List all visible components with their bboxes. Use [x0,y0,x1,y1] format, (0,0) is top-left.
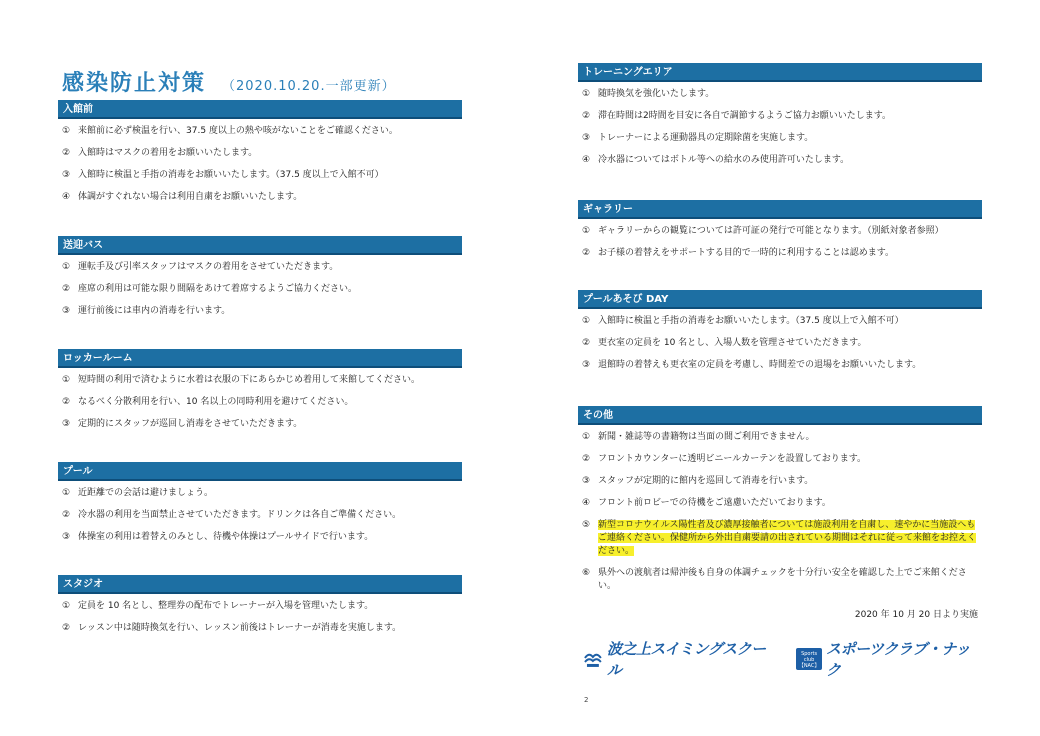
item-text-wrapper [74,191,462,204]
item-text: 更衣室の定員を 10 名とし、入場人数を管理させていただきます。 [598,338,867,348]
logo-bar [583,640,983,679]
list-item [58,487,462,500]
list-item [58,622,462,635]
left-section [58,100,462,213]
right-section [578,290,982,381]
item-number: ③ [62,306,71,316]
list-item [58,396,462,409]
section-heading: トレーニングエリア [578,63,982,82]
list-item [578,431,982,444]
item-text-wrapper [74,261,462,274]
item-number: ③ [62,532,71,542]
item-text-wrapper [594,225,982,238]
item-text: 新聞・雑誌等の書籍物は当面の間ご利用できません。 [598,432,815,442]
item-number: ④ [582,498,591,508]
item-text: 運行前後には車内の消毒を行います。 [78,306,231,316]
item-text-wrapper [594,453,982,466]
item-text: 県外への渡航者は帰沖後も自身の体調チェックを十分行い安全を確認した上でご来館ください。 [598,568,967,591]
item-number: ③ [582,476,591,486]
item-text-wrapper [594,567,982,593]
enforcement-date: 2020 年 10 月 20 日より実施 [854,610,978,620]
item-number: ① [62,375,71,385]
item-number: ① [62,488,71,498]
item-text: 入館時はマスクの着用をお願いいたします。 [78,148,258,158]
list-item [578,337,982,350]
item-number: ② [62,148,71,158]
section-heading: ギャラリー [578,200,982,219]
item-list [58,487,462,544]
left-section [58,575,462,644]
badge-line-2: 【NAC】 [798,663,820,669]
item-text: フロントカウンターに透明ビニールカーテンを設置しております。 [598,454,867,464]
item-text: スタッフが定期的に館内を巡回して消毒を行います。 [598,476,814,486]
left-section [58,236,462,327]
swim-school-name: 波之上スイミングスクール [606,640,766,679]
item-text: 短時間の利用で済むように水着は衣服の下にあらかじめ着用して来館してください。 [78,375,421,385]
item-text: 近距離での会話は避けましょう。 [78,488,214,498]
item-text: 体調がすぐれない場合は利用自粛をお願いいたします。 [78,192,303,202]
item-text: 定員を 10 名とし、整理券の配布でトレーナーが入場を管理いたします。 [78,601,374,611]
item-number: ① [582,316,591,326]
item-number: ① [582,89,591,99]
item-text-wrapper [594,247,982,260]
item-text: 入館時に検温と手指の消毒をお願いいたします。（37.5 度以上で入館不可） [78,170,384,180]
item-text: トレーナーによる運動器具の定期除菌を実施します。 [598,133,814,143]
item-list [578,431,982,593]
item-text-wrapper [594,497,982,510]
list-item [58,418,462,431]
list-item [58,191,462,204]
title-update-note: （2020.10.20.一部更新） [222,79,396,94]
item-number: ② [62,284,71,294]
item-text-wrapper [594,431,982,444]
item-number: ① [62,601,71,611]
item-number: ③ [582,133,591,143]
item-text-wrapper [594,88,982,101]
section-heading: プール [58,462,462,481]
right-section [578,200,982,269]
item-text-wrapper [74,622,462,635]
item-text: 定期的にスタッフが巡回し消毒をさせていただきます。 [78,419,303,429]
list-item [578,475,982,488]
list-item [58,531,462,544]
item-number: ② [582,248,591,258]
wave-logo-icon [583,649,603,669]
item-text: 滞在時間は2時間を目安に各自で調節するようご協力お願いいたします。 [598,111,892,121]
item-text-wrapper [74,147,462,160]
item-text: 座席の利用は可能な限り間隔をあけて着席するようご協力ください。 [78,284,358,294]
section-heading: ロッカールーム [58,349,462,368]
list-item [58,125,462,138]
item-text: 冷水器についてはボトル等への給水のみ使用許可いたします。 [598,155,850,165]
item-text: 随時換気を強化いたします。 [598,89,715,99]
item-text: ギャラリーからの観覧については許可証の発行で可能となります。（別紙対象者参照） [598,226,944,236]
page-title [62,66,396,97]
item-list [58,125,462,204]
item-number: ③ [582,360,591,370]
item-text-wrapper [74,305,462,318]
sports-club-name: スポーツクラブ・ナック [825,640,970,679]
section-heading: 送迎バス [58,236,462,255]
item-number: ③ [62,170,71,180]
item-number: ① [582,432,591,442]
sports-club-logo [796,638,983,680]
section-heading: プールあそび DAY [578,290,982,309]
item-text-wrapper [74,374,462,387]
left-section [58,349,462,440]
item-text: フロント前ロビーでの待機をご遠慮いただいております。 [598,498,831,508]
title-main: 感染防止対策 [62,71,207,96]
item-text-wrapper [74,487,462,500]
item-number: ② [62,397,71,407]
list-item [58,600,462,613]
section-heading: スタジオ [58,575,462,594]
item-text-wrapper [74,600,462,613]
item-number: ① [582,226,591,236]
item-number: ② [62,510,71,520]
item-text-wrapper [594,315,982,328]
item-number: ⑤ [582,520,591,530]
item-number: ⑥ [582,568,591,578]
item-text: 入館時に検温と手指の消毒をお願いいたします。（37.5 度以上で入館不可） [598,316,904,326]
item-number: ① [62,126,71,136]
item-text: 来館前に必ず検温を行い、37.5 度以上の熱や咳がないことをご確認ください。 [78,126,398,136]
list-item [578,453,982,466]
section-heading: その他 [578,406,982,425]
right-section [578,63,982,176]
list-item [58,283,462,296]
section-heading: 入館前 [58,100,462,119]
item-text-wrapper [594,475,982,488]
list-item [578,567,982,593]
list-item [578,497,982,510]
item-list [578,225,982,260]
left-section [58,462,462,553]
item-text-wrapper [594,110,982,123]
list-item [578,225,982,238]
list-item [578,359,982,372]
item-list [578,315,982,372]
item-text-wrapper [594,337,982,350]
list-item [578,315,982,328]
swim-school-logo [583,638,778,680]
item-text-wrapper [74,418,462,431]
item-text-wrapper [594,359,982,372]
item-text-wrapper [594,154,982,167]
list-item [578,110,982,123]
list-item [578,154,982,167]
item-text: なるべく分散利用を行い、10 名以上の同時利用を避けてください。 [78,397,354,407]
item-list [58,374,462,431]
list-item [578,519,982,558]
list-item [58,509,462,522]
item-list [58,261,462,318]
item-number: ④ [62,192,71,202]
list-item [58,169,462,182]
item-number: ② [582,338,591,348]
list-item [58,261,462,274]
item-list [578,88,982,167]
item-text: 新型コロナウイルス陽性者及び濃厚接触者については施設利用を自粛し、速やかに当施設へもご連絡ください。保健所から外出自粛要請の出されている期間はそれに従って来館をお控えください。 [598,520,977,556]
item-number: ④ [582,155,591,165]
item-text: 冷水器の利用を当面禁止させていただきます。ドリンクは各自ご準備ください。 [78,510,402,520]
list-item [58,147,462,160]
item-text: 体操室の利用は着替えのみとし、待機や体操はプールサイドで行います。 [78,532,374,542]
item-text: 退館時の着替えも更衣室の定員を考慮し、時間差での退場をお願いいたします。 [598,360,922,370]
page-number: 2 [584,696,589,704]
list-item [58,374,462,387]
item-text-wrapper [74,531,462,544]
item-number: ② [582,454,591,464]
item-text-wrapper [594,519,982,558]
list-item [578,132,982,145]
item-text-wrapper [74,169,462,182]
list-item [58,305,462,318]
item-number: ② [62,623,71,633]
sports-club-badge [796,648,822,670]
item-number: ② [582,111,591,121]
item-text: レッスン中は随時換気を行い、レッスン前後はトレーナーが消毒を実施します。 [78,623,402,633]
item-text-wrapper [74,283,462,296]
item-number: ③ [62,419,71,429]
item-list [58,600,462,635]
item-text-wrapper [594,132,982,145]
item-text: お子様の着替えをサポートする目的で一時的に利用することは認めます。 [598,248,895,258]
list-item [578,88,982,101]
item-text-wrapper [74,509,462,522]
right-section [578,406,982,602]
item-number: ① [62,262,71,272]
item-text-wrapper [74,125,462,138]
badge-line-1: Sports club [801,651,818,663]
list-item [578,247,982,260]
item-text: 運転手及び引率スタッフはマスクの着用をさせていただきます。 [78,262,339,272]
item-text-wrapper [74,396,462,409]
